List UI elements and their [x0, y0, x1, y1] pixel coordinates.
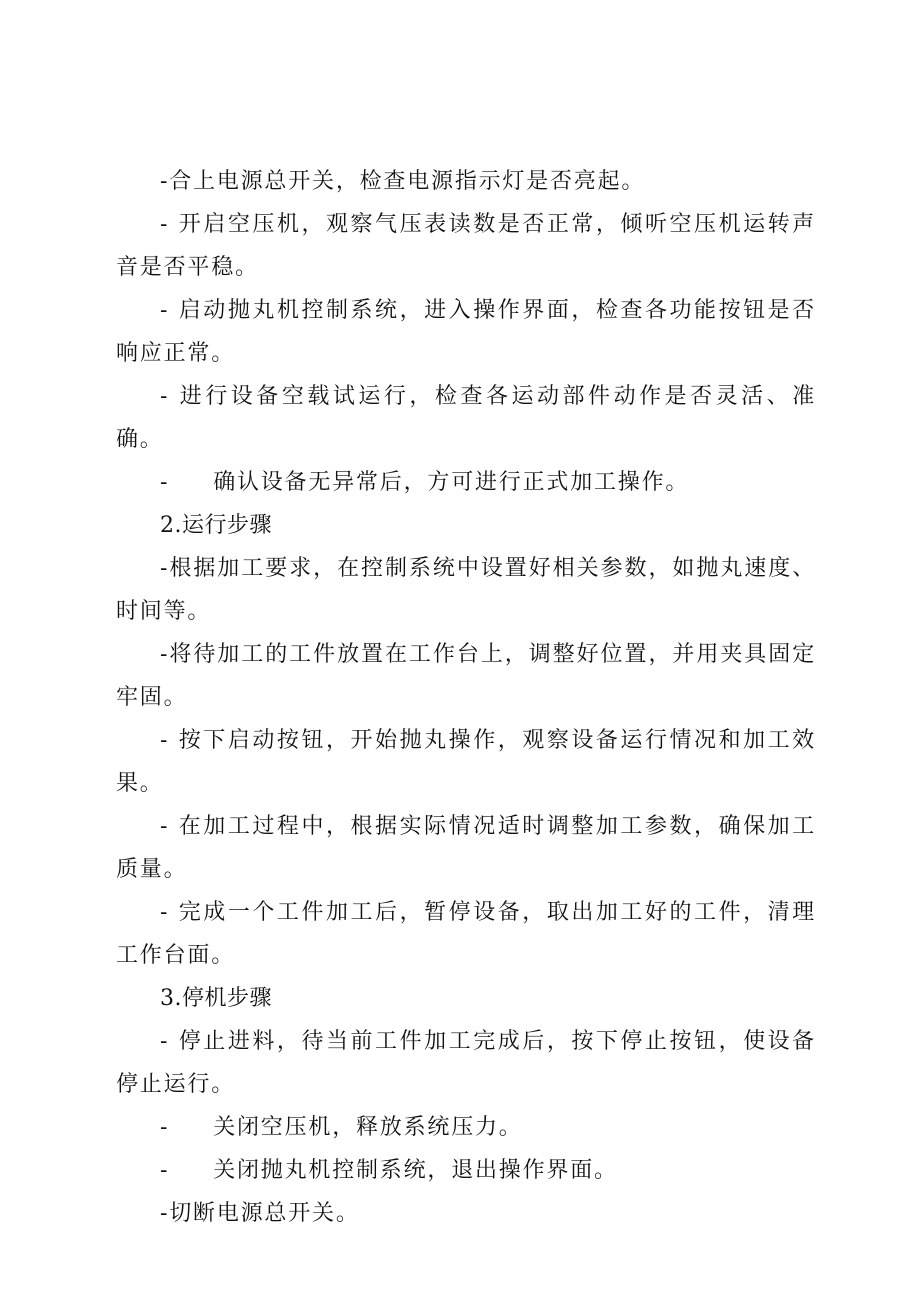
stop-item: - 停止进料，待当前工件加工完成后，按下停止按钮，使设备停止运行。	[116, 1029, 816, 1097]
run-item: -将待加工的工件放置在工作台上，调整好位置，并用夹具固定牢固。	[116, 642, 816, 710]
section-heading-stop-steps: 3.停机步骤	[160, 986, 272, 1011]
startup-item: - 开启空压机，观察气压表读数是否正常，倾听空压机运转声音是否平稳。	[116, 212, 816, 280]
run-item: - 完成一个工件加工后，暂停设备，取出加工好的工件，清理工作台面。	[116, 900, 816, 968]
run-item: -根据加工要求，在控制系统中设置好相关参数，如抛丸速度、时间等。	[116, 556, 816, 624]
document-body	[116, 160, 816, 1235]
section-heading-run-steps: 2.运行步骤	[160, 513, 272, 538]
stop-item: - 关闭抛丸机控制系统，退出操作界面。	[160, 1158, 618, 1183]
stop-item: -切断电源总开关。	[160, 1201, 360, 1226]
startup-item: - 进行设备空载试运行，检查各运动部件动作是否灵活、准确。	[116, 384, 816, 452]
startup-item: - 启动抛丸机控制系统，进入操作界面，检查各功能按钮是否响应正常。	[116, 298, 816, 366]
startup-item: - 确认设备无异常后，方可进行正式加工操作。	[160, 470, 690, 495]
startup-item: -合上电源总开关，检查电源指示灯是否亮起。	[160, 169, 646, 194]
run-item: - 按下启动按钮，开始抛丸操作，观察设备运行情况和加工效果。	[116, 728, 816, 796]
run-item: - 在加工过程中，根据实际情况适时调整加工参数，确保加工质量。	[116, 814, 816, 882]
stop-item: - 关闭空压机，释放系统压力。	[160, 1115, 523, 1140]
